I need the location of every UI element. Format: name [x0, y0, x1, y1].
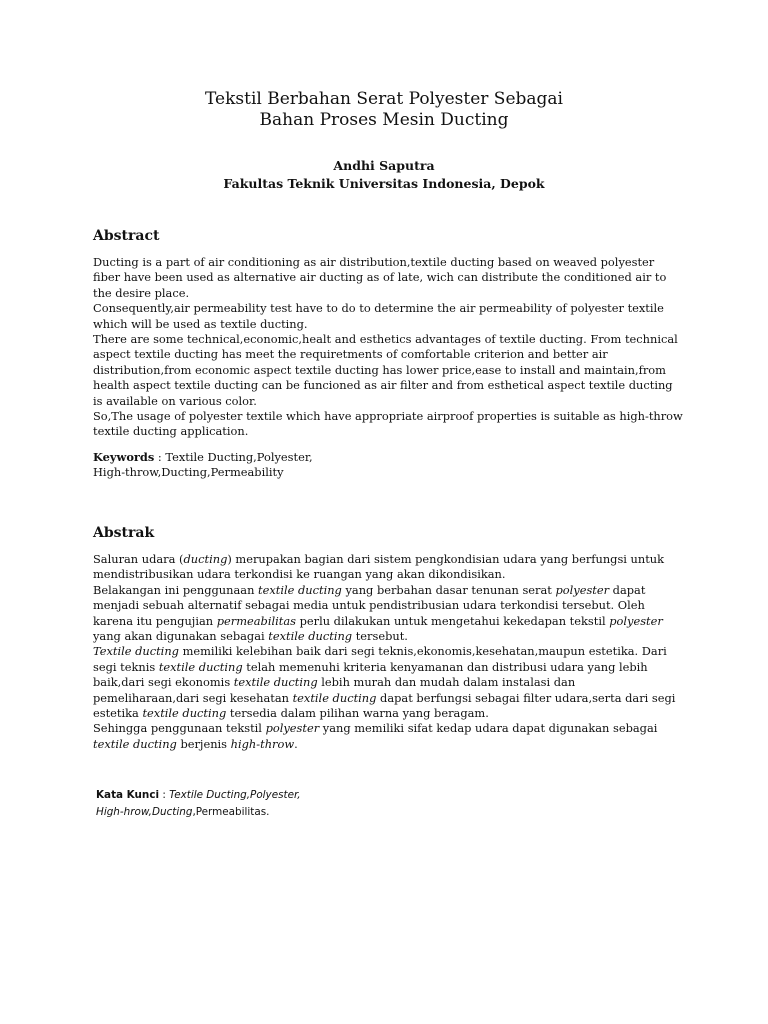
- keywords-line-1: : Textile Ducting,Polyester,: [154, 450, 313, 464]
- keywords-line-2: High-throw,Ducting,Permeability: [93, 465, 284, 480]
- abstrak-paragraph-1: Saluran udara (ducting) merupakan bagian dari sistem pengkondisian udara yang berfungsi untuk mendistribusikan udara terkondisi ke ruangan yang akan dikondisikan.: [93, 552, 665, 582]
- abstrak-heading: Abstrak: [93, 525, 155, 541]
- abstrak-paragraph-4: Sehingga penggunaan tekstil polyester yang memiliki sifat kedap udara dapat digunakan sebagai textile ducting berjenis high-throw.: [93, 721, 658, 751]
- abstrak-body: [93, 552, 683, 752]
- kata-kunci-line-1: Textile Ducting,Polyester,: [169, 789, 301, 801]
- keywords: [93, 450, 683, 481]
- kata-kunci-line-2: High-hrow,Ducting,Permeabilitas.: [96, 806, 270, 818]
- abstract-paragraph-4: So,The usage of polyester textile which have appropriate airproof properties is suitable as high-throw textile ducting application.: [93, 409, 683, 439]
- abstrak-paragraph-2: Belakangan ini penggunaan textile ducting yang berbahan dasar tenunan serat polyester dapat menjadi sebuah alternatif sebagai media untuk pendistribusian udara terkondisi tersebut. Oleh karena itu pengujian permeabilitas perlu dilakukan untuk mengetahui kekedapan tekstil polyester yang akan digunakan sebagai textile ducting tersebut.: [93, 582, 663, 644]
- author-name: Andhi Saputra: [333, 158, 435, 173]
- abstract-paragraph-1: Ducting is a part of air conditioning as air distribution,textile ducting based on weaved polyester fiber have been used as alternative air ducting as of late, wich can distribute the conditioned air to the desire place.: [93, 255, 667, 300]
- abstract-body: [93, 255, 683, 440]
- kata-kunci: Kata Kunci : Textile Ducting,Polyester, High-hrow,Ducting,Permeabilitas.: [96, 787, 516, 821]
- abstrak-paragraph-3: Textile ducting memiliki kelebihan baik dari segi teknis,ekonomis,kesehatan,maupun estetika. Dari segi teknis textile ducting telah memenuhi kriteria kenyamanan dan distribusi udara yang lebih baik,dari segi ekonomis textile ducting lebih murah dan mudah dalam instalasi dan pemeliharaan,dari segi kesehatan textile ducting dapat berfungsi sebagai filter udara,serta dari segi estetika textile ducting tersedia dalam pilihan warna yang beragam.: [93, 644, 676, 721]
- abstract-heading: Abstract: [93, 228, 160, 244]
- abstract-paragraph-2: Consequently,air permeability test have to do to determine the air permeability of polyester textile which will be used as textile ducting.: [93, 301, 664, 331]
- title-line-1: Tekstil Berbahan Serat Polyester Sebagai: [205, 89, 563, 109]
- author-affiliation: Fakultas Teknik Universitas Indonesia, Depok: [223, 176, 545, 191]
- abstract-paragraph-3: There are some technical,economic,healt and esthetics advantages of textile ducting. From technical aspect textile ducting has meet the requiretments of comfortable criterion and better air distribution,from economic aspect textile ducting has lower price,ease to install and maintain,from health aspect textile ducting can be funcioned as air filter and from esthetical aspect textile ducting is available on various color.: [93, 332, 678, 408]
- paper-title: [0, 89, 768, 131]
- title-line-2: Bahan Proses Mesin Ducting: [259, 110, 509, 130]
- kata-kunci-label: Kata Kunci: [96, 789, 160, 801]
- keywords-label: Keywords: [93, 450, 155, 464]
- author-block: [0, 157, 768, 193]
